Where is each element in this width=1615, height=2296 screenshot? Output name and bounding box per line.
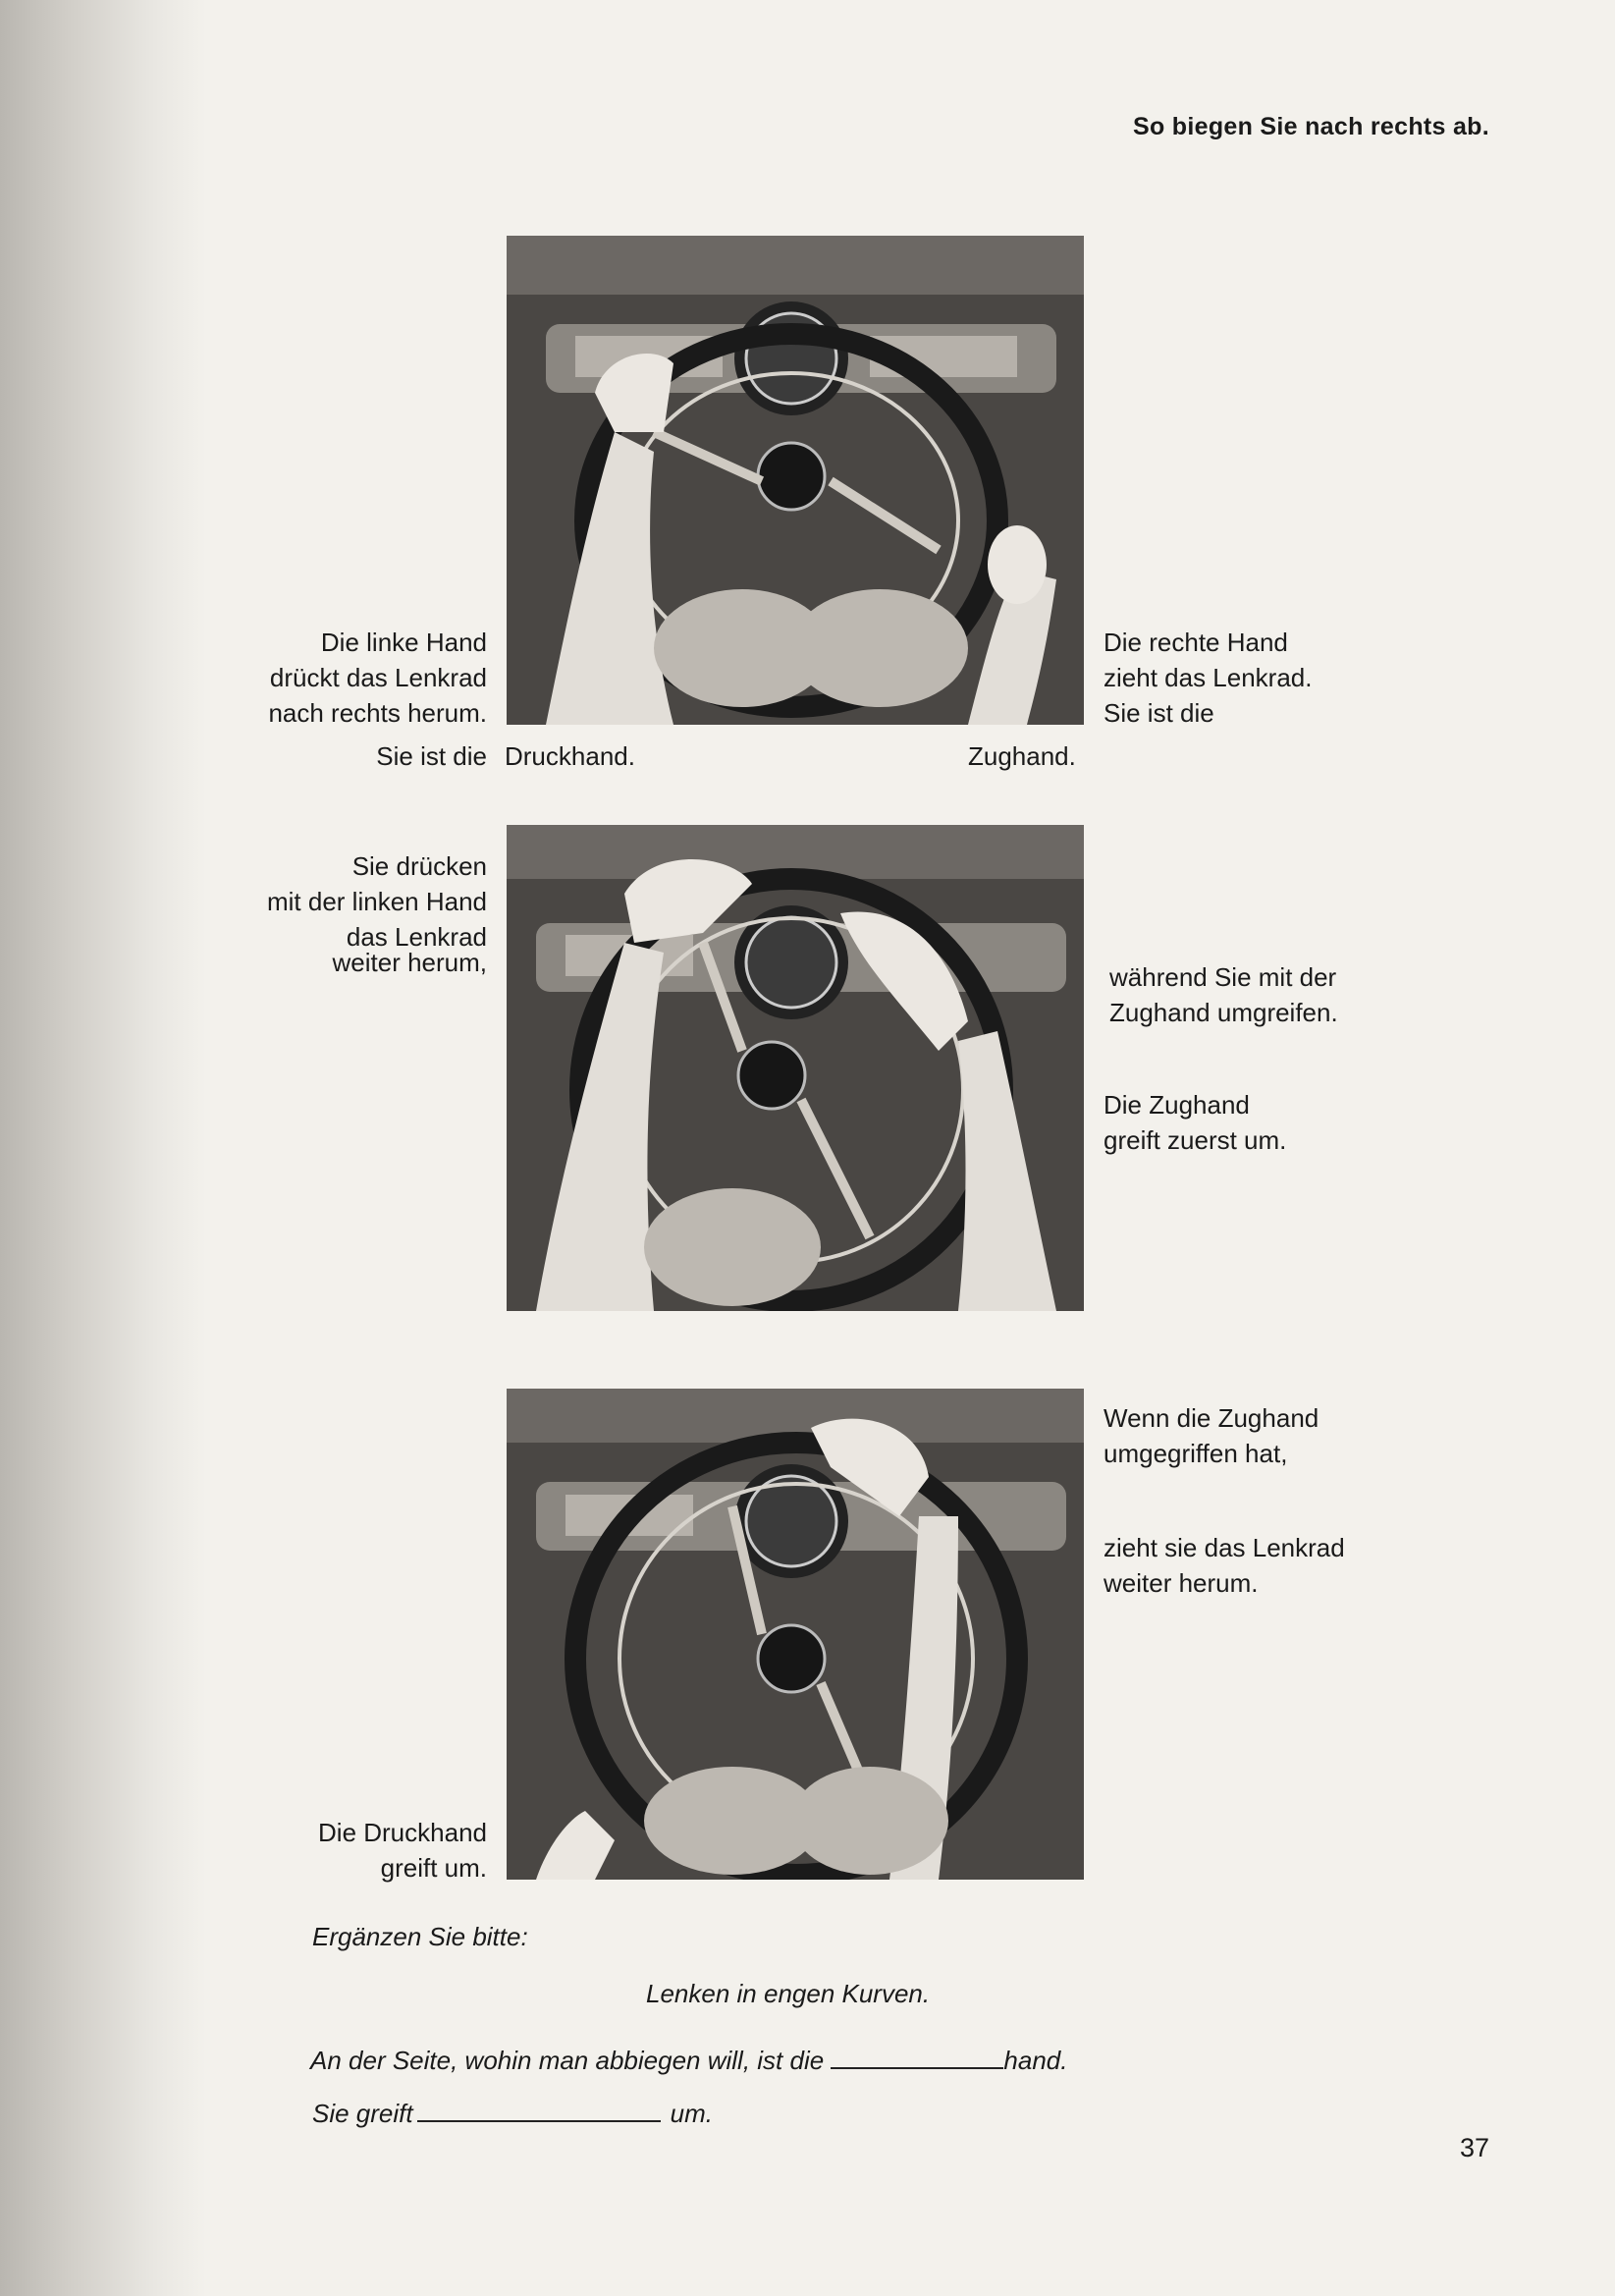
- caption-line: Die Zughand: [1104, 1090, 1250, 1120]
- fill-in-blank-1[interactable]: [831, 2066, 1003, 2069]
- caption-line: weiter herum,: [332, 948, 487, 977]
- steering-photo-2: [507, 825, 1084, 1311]
- druckhand-label: Druckhand.: [505, 741, 635, 771]
- binding-shadow: [0, 0, 206, 2296]
- caption-line: mit der linken Hand: [267, 887, 487, 916]
- caption-line: Sie ist die: [376, 741, 487, 771]
- line2-after: um.: [670, 2099, 713, 2128]
- caption-line: zieht das Lenkrad.: [1104, 663, 1313, 692]
- caption-line: Wenn die Zughand: [1104, 1403, 1319, 1433]
- page-number: 37: [1459, 2133, 1489, 2162]
- exercise-line-2: [312, 2096, 713, 2131]
- exercise-subtitle: Lenken in engen Kurven.: [646, 1979, 931, 2008]
- caption-line: während Sie mit der: [1109, 962, 1337, 992]
- caption-line: zieht sie das Lenkrad: [1104, 1533, 1345, 1562]
- zughand-label: Zughand.: [968, 741, 1076, 771]
- caption-line: Zughand umgreifen.: [1109, 998, 1338, 1027]
- caption-line: greift um.: [380, 1853, 487, 1883]
- caption-line: Sie drücken: [351, 851, 487, 881]
- steering-photo-3: [507, 1389, 1084, 1880]
- steering-photo-1: [507, 236, 1084, 725]
- caption-line: drückt das Lenkrad: [269, 663, 487, 692]
- caption-line: Die rechte Hand: [1104, 628, 1288, 657]
- line1-after: hand.: [1003, 2046, 1068, 2075]
- caption-line: weiter herum.: [1104, 1568, 1259, 1598]
- caption-line: umgegriffen hat,: [1104, 1439, 1288, 1468]
- caption-line: Die Druckhand: [318, 1818, 487, 1847]
- line2-before: Sie greift: [312, 2099, 413, 2128]
- caption-line: nach rechts herum.: [268, 698, 487, 728]
- caption-line: greift zuerst um.: [1104, 1125, 1287, 1155]
- caption-line: das Lenkrad: [346, 922, 487, 952]
- exercise-line-1: [310, 2043, 1068, 2078]
- page-heading: So biegen Sie nach rechts ab.: [1133, 113, 1489, 140]
- caption-line: Sie ist die: [1104, 698, 1214, 728]
- exercise-prompt: Ergänzen Sie bitte:: [312, 1922, 528, 1951]
- line1-before: An der Seite, wohin man abbiegen will, ist die: [310, 2046, 825, 2075]
- fill-in-blank-2[interactable]: [417, 2119, 661, 2122]
- caption-line: Die linke Hand: [320, 628, 487, 657]
